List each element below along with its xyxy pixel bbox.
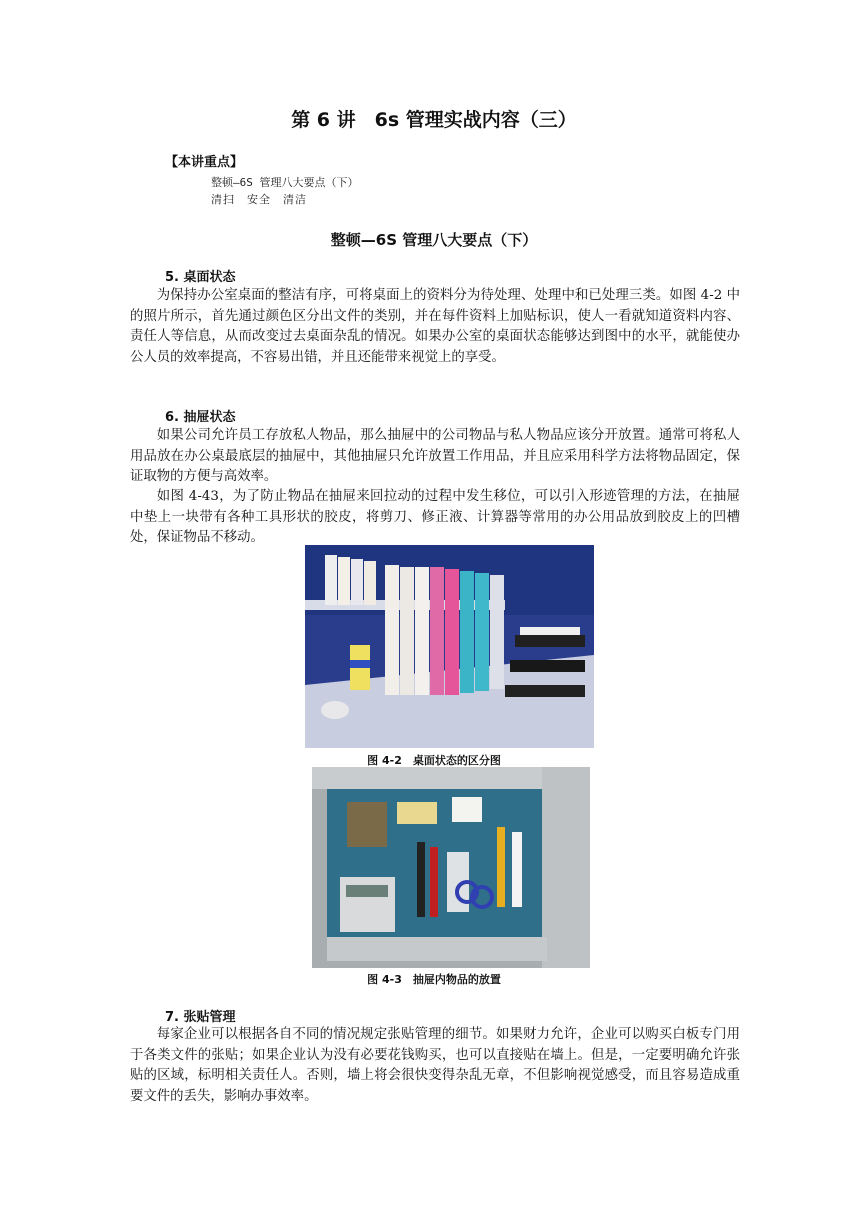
page-title: 第 6 讲 6s 管理实战内容（三）	[291, 109, 577, 131]
key-point-2: 清扫 安全 清洁	[211, 193, 307, 206]
key-point-1: 整顿—6S 管理八大要点（下）	[211, 176, 359, 189]
section-6-heading: 6. 抽屉状态	[165, 410, 236, 425]
section-6-paragraph-2: 如图 4-43，为了防止物品在抽屉来回拉动的过程中发生移位，可以引入形迹管理的方法，在抽屉中垫上一块带有各种工具形状的胶皮，将剪刀、修正液、计算器等常用的办公用品放到胶皮上的凹槽处，保证物品不移动。	[130, 489, 740, 545]
key-points-heading: 【本讲重点】	[165, 155, 244, 170]
section-7-heading: 7. 张贴管理	[165, 1010, 236, 1025]
section-5-heading: 5. 桌面状态	[165, 270, 236, 285]
drawer-photo	[312, 767, 590, 968]
desk-photo	[305, 545, 594, 748]
figure-4-2-caption: 图 4-2 桌面状态的区分图	[367, 754, 501, 767]
figure-4-3-caption: 图 4-3 抽屉内物品的放置	[367, 973, 501, 986]
section-7-paragraph: 每家企业可以根据各自不同的情况规定张贴管理的细节。如果财力允许，企业可以购买白板专门用于各类文件的张贴；如果企业认为没有必要花钱购买，也可以直接贴在墙上。但是，一定要明确允许张贴的区域，标明相关责任人。否则，墙上将会很快变得杂乱无章，不但影响视觉感受，而且容易造成重要文件的丢失，影响办事效率。	[130, 1027, 740, 1104]
section-title: 整顿—6S 管理八大要点（下）	[330, 231, 538, 249]
section-6-paragraph-1: 如果公司允许员工存放私人物品，那么抽屉中的公司物品与私人物品应该分开放置。通常可将私人用品放在办公桌最底层的抽屉中，其他抽屉只允许放置工作用品，并且应采用科学方法将物品固定，保证取物的方便与高效率。	[130, 428, 740, 484]
section-5-paragraph: 为保持办公室桌面的整洁有序，可将桌面上的资料分为待处理、处理中和已处理三类。如图 4-2 中的照片所示，首先通过颜色区分出文件的类别，并在每件资料上加贴标识，使人一看就知道资料内容、责任人等信息，从而改变过去桌面杂乱的情况。如果办公室的桌面状态能够达到图中的水平，就能使办公人员的效率提高，不容易出错，并且还能带来视觉上的享受。	[130, 288, 740, 365]
